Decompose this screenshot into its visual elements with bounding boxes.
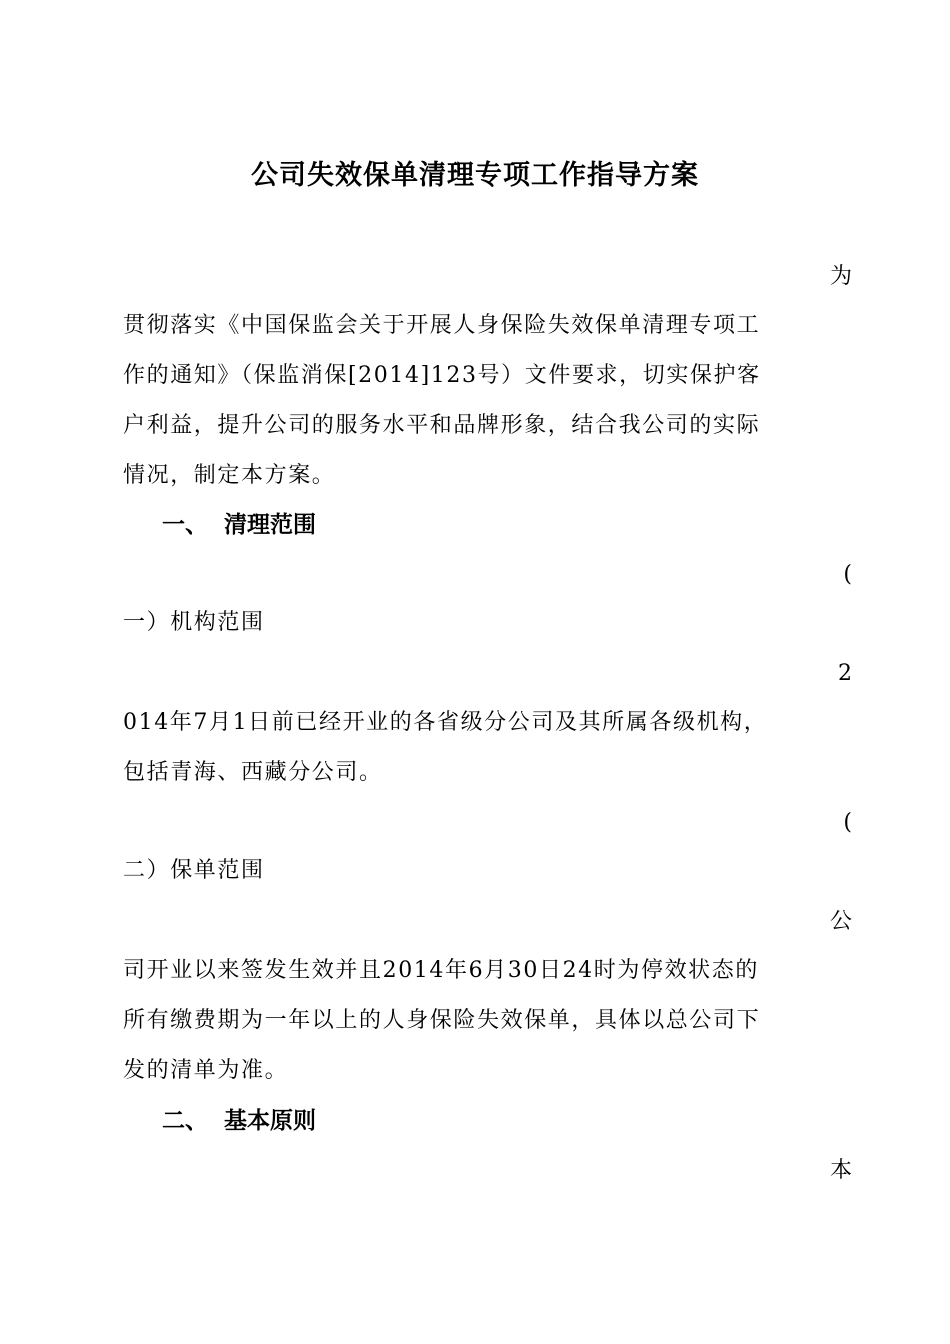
subsection-2-line-3: 发的清单为准。 bbox=[123, 1058, 289, 1083]
section-1-heading bbox=[162, 510, 316, 540]
intro-line-2: 作的通知》（保监消保[2014]123号）文件要求，切实保护客 bbox=[123, 363, 761, 388]
intro-lead: 为 bbox=[829, 264, 852, 289]
intro-line-3: 户利益，提升公司的服务水平和品牌形象，结合我公司的实际 bbox=[123, 413, 761, 438]
subsection-1-body-lead: 2 bbox=[838, 661, 852, 686]
subsection-2-line-1: 司开业以来签发生效并且2014年6月30日24时为停效状态的 bbox=[123, 958, 759, 983]
subsection-1-label: 一）机构范围 bbox=[123, 610, 265, 635]
intro-line-4: 情况，制定本方案。 bbox=[123, 463, 336, 488]
section-2-number: 二、 bbox=[162, 1107, 208, 1134]
subsection-2-body-lead: 公 bbox=[829, 909, 852, 934]
subsection-1-line-1: 014年7月1日前已经开业的各省级分公司及其所属各级机构， bbox=[123, 710, 768, 735]
section-2-body-lead: 本 bbox=[829, 1158, 852, 1183]
section-2-heading bbox=[162, 1106, 316, 1136]
subsection-2-lead: ( bbox=[843, 810, 852, 835]
subsection-2-label: 二）保单范围 bbox=[123, 858, 265, 883]
section-2-label: 基本原则 bbox=[224, 1107, 316, 1134]
section-1-number: 一、 bbox=[162, 511, 208, 538]
subsection-2-line-2: 所有缴费期为一年以上的人身保险失效保单，具体以总公司下 bbox=[123, 1008, 761, 1033]
section-1-label: 清理范围 bbox=[224, 511, 316, 538]
subsection-1-lead: ( bbox=[843, 562, 852, 587]
subsection-1-line-2: 包括青海、西藏分公司。 bbox=[123, 760, 383, 785]
document-title: 公司失效保单清理专项工作指导方案 bbox=[251, 160, 699, 191]
intro-line-1: 贯彻落实《中国保监会关于开展人身保险失效保单清理专项工 bbox=[123, 313, 761, 338]
